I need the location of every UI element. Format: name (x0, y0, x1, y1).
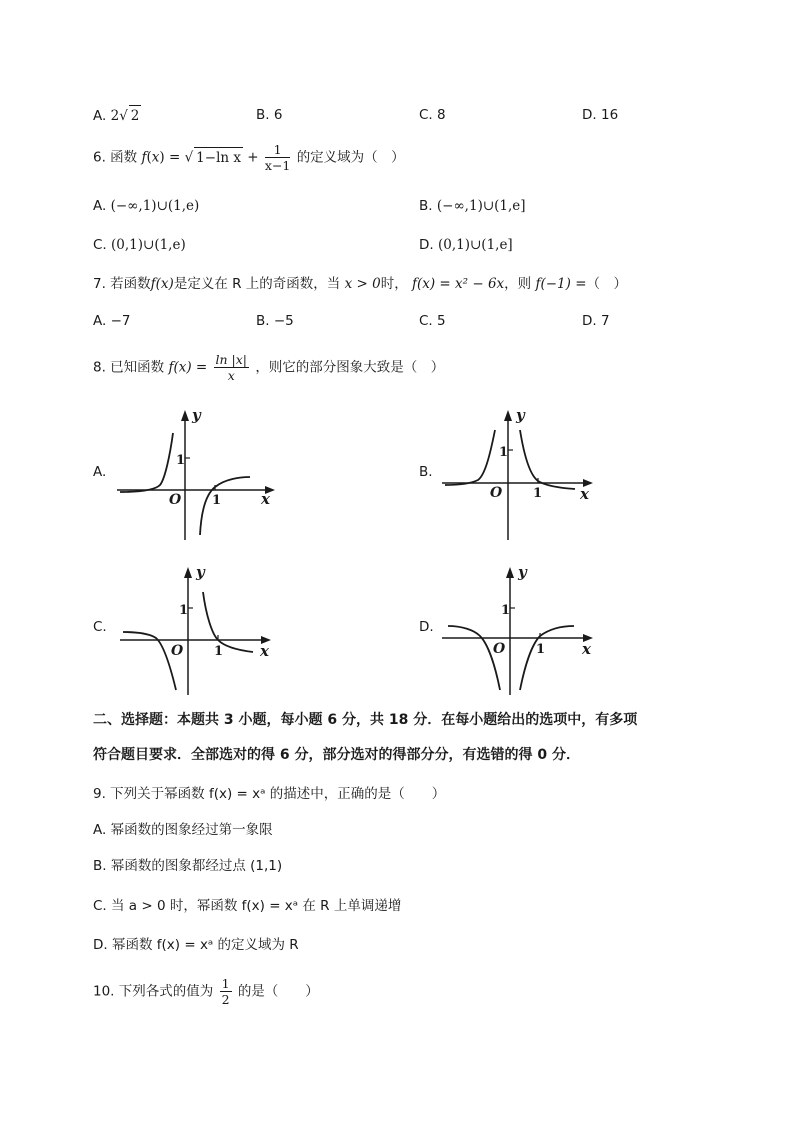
q8-graph-a (115, 405, 280, 545)
q8-graph-a-label: A. (93, 464, 107, 480)
q8-graph-d-tick-x1: 1 (536, 642, 546, 657)
q8-graph-c-tick-y1: 1 (179, 603, 189, 618)
q7-option-c: C. 5 (419, 313, 446, 329)
q8-graph-d (440, 560, 605, 700)
q8-graph-b-y-label: y (516, 406, 525, 424)
q8-graph-a-tick-x1: 1 (212, 493, 222, 508)
q9-option-c: C. 当 a > 0 时，幂函数 f(x) = xᵃ 在 R 上单调递增 (93, 898, 402, 914)
q6-prefix: 6. 函数 (93, 149, 138, 166)
q6-option-c: C. (0,1)∪(1,e) (93, 237, 186, 253)
q5-option-a: A. 2√ 2 (93, 105, 141, 126)
q10-stem: 10. 下列各式的值为 $\frac{1}{2}$ 的是（ ） (93, 976, 319, 1007)
q8-graph-a-origin: O (169, 492, 182, 508)
q8-graph-c-tick-x1: 1 (214, 644, 224, 659)
q8-graph-b-origin: O (490, 485, 503, 501)
q5-option-a-radicand: 2 (129, 105, 142, 126)
q8-graph-d-y-label: y (518, 563, 527, 581)
q6-stem: 6. 函数 f(x) = √ 1−ln x + $\frac{1}{x-1}$ 的定义域为（ ） (93, 142, 405, 173)
section2-heading-line1: 二、选择题：本题共 3 小题，每小题 6 分，共 18 分．在每小题给出的选项中，有多项 (93, 712, 638, 728)
q5-option-a-coef: 2 (110, 108, 120, 124)
q8-graph-a-tick-y1: 1 (176, 453, 186, 468)
q9-option-b: B. 幂函数的图象都经过点 (1,1) (93, 858, 283, 874)
q8-graph-c-y-label: y (196, 563, 205, 581)
q5-option-c: C. 8 (419, 107, 446, 123)
q8-graph-b-tick-y1: 1 (499, 445, 509, 460)
q10-fraction: $\frac{1}{2}$ (221, 976, 230, 1007)
q8-graph-d-origin: O (493, 641, 506, 657)
q8-graph-b (440, 405, 605, 545)
q8-graph-b-tick-x1: 1 (533, 486, 543, 501)
q7-option-d: D. 7 (582, 313, 610, 329)
q9-option-a: A. 幂函数的图象经过第一象限 (93, 822, 273, 838)
q6-option-b: B. (−∞,1)∪(1,e] (419, 198, 526, 214)
q8-graph-c-label: C. (93, 619, 107, 635)
q6-fraction: $\frac{1}{x-1}$ (264, 142, 291, 173)
q9-stem: 9. 下列关于幂函数 f(x) = xᵃ 的描述中，正确的是（ ） (93, 786, 446, 802)
q8-graph-c-x-label: x (260, 642, 269, 660)
q8-graph-d-x-label: x (582, 640, 591, 658)
q5-option-a-label: A. (93, 108, 107, 124)
q6-radicand: 1−ln x (194, 147, 243, 168)
q8-graph-b-x-label: x (580, 485, 589, 503)
q7-option-b: B. −5 (256, 313, 294, 329)
q8-graph-d-tick-y1: 1 (501, 603, 511, 618)
q6-suffix: 的定义域为（ ） (296, 149, 405, 166)
q6-option-a: A. (−∞,1)∪(1,e) (93, 198, 200, 214)
q7-option-a: A. −7 (93, 313, 131, 329)
q8-fraction: $\frac{\ln |x|}{x}$ (215, 352, 248, 383)
q8-graph-c-origin: O (171, 643, 184, 659)
q5-option-b: B. 6 (256, 107, 283, 123)
q5-option-d: D. 16 (582, 107, 619, 123)
q6-option-d: D. (0,1)∪(1,e] (419, 237, 513, 253)
q8-graph-c (118, 560, 283, 700)
section2-heading-line2: 符合题目要求．全部选对的得 6 分，部分选对的得部分分，有选错的得 0 分． (93, 747, 580, 763)
q8-graph-d-label: D. (419, 619, 434, 635)
q8-graph-a-x-label: x (261, 490, 270, 508)
q8-stem: 8. 已知函数 f(x) = $\frac{\ln |x|}{x}$ ，则它的部分图象大致是（ ） (93, 352, 445, 383)
q8-graph-b-label: B. (419, 464, 433, 480)
q8-graph-a-y-label: y (192, 406, 201, 424)
q7-stem: 7. 若函数f(x)是定义在 R 上的奇函数，当 x > 0时， f(x) = x² − 6x，则 f(−1) =（ ） (93, 276, 628, 292)
q9-option-d: D. 幂函数 f(x) = xᵃ 的定义域为 R (93, 937, 299, 953)
